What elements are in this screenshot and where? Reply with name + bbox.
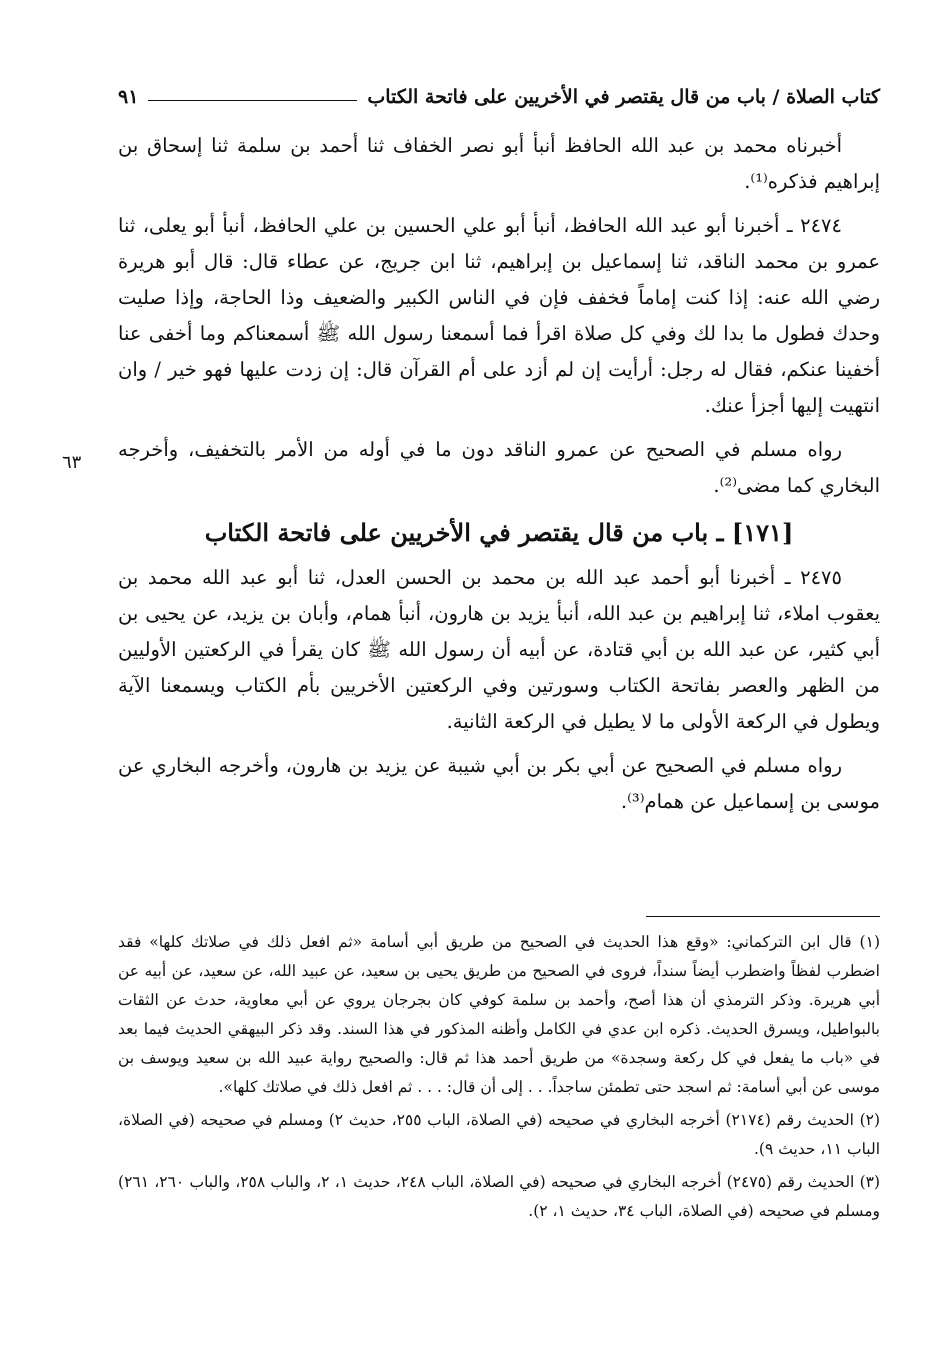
header-title: كتاب الصلاة / باب من قال يقتصر في الأخريين على فاتحة الكتاب xyxy=(367,86,880,108)
footnotes xyxy=(118,928,880,1230)
footnote-1: (١) قال ابن التركماني: «وقع هذا الحديث في الصحيح من طريق أبي أسامة «ثم افعل ذلك في صلاتك كلها» فقد اضطرب لفظاً واضطرب أيضاً سنداً، فروى في الصحيح من طريق يحيى بن سعيد، عن عبيد الله، عن سعيد، عن أبيه عن أبي هريرة. وذكر الترمذي أن هذا أصح، وأحمد بن سلمة كوفي كان بجرجان يروي عن أبي معاوية، حدث عن الثقات بالبواطيل، ويسرق الحديث. ذكره ابن عدي في الكامل وأظنه المذكور في هذا السند. وقد ذكر البيهقي الحديث فيما بعد في «باب ما يفعل في كل ركعة وسجدة» من طريق أحمد هذا ثم قال: والصحيح رواية عبيد الله بن سعيد ويوسف بن موسى عن أبي أسامة: ثم اسجد حتى تطمئن ساجداً. . . إلى أن قال: . . . ثم افعل ذلك في صلاتك كلها». xyxy=(118,933,880,1096)
footnote-3: (٣) الحديث رقم (٢٤٧٥) أخرجه البخاري في صحيحه (في الصلاة، الباب ٢٤٨، حديث ١، ٢، والباب ٢٥٨، والباب ٢٦٠، ٢٦١) ومسلم في صحيحه (في الصلاة، الباب ٣٤، حديث ١، ٢). xyxy=(118,1173,881,1220)
paragraph-takhrij-2475: رواه مسلم في الصحيح عن أبي بكر بن أبي شيبة عن يزيد بن هارون، وأخرجه البخاري عن موسى بن إسماعيل عن همام⁽³⁾. xyxy=(118,754,880,813)
footnote-separator xyxy=(646,916,880,917)
header-rule xyxy=(148,100,357,101)
running-header xyxy=(118,78,880,116)
margin-folio-number: ٦٣ xyxy=(62,452,82,473)
footnote-2: (٢) الحديث رقم (٢١٧٤) أخرجه البخاري في صحيحه (في الصلاة، الباب ٢٥٥، حديث ٢) ومسلم في صحيحه (في الصلاة، الباب ١١، حديث ٩). xyxy=(118,1111,881,1158)
page-number: ٩١ xyxy=(118,86,139,108)
paragraph-continuation: أخبرناه محمد بن عبد الله الحافظ أنبأ أبو نصر الخفاف ثنا أحمد بن سلمة ثنا إسحاق بن إبراهيم فذكره⁽¹⁾. xyxy=(118,134,880,193)
main-text xyxy=(118,128,880,828)
section-heading: [١٧١] ـ باب من قال يقتصر في الأخريين على فاتحة الكتاب xyxy=(204,518,794,547)
paragraph-hadith-2474: ٢٤٧٤ ـ أخبرنا أبو عبد الله الحافظ، أنبأ أبو علي الحسين بن علي الحافظ، أنبأ أبو يعلى، ثنا عمرو بن محمد الناقد، ثنا إسماعيل بن إبراهيم، ثنا ابن جريج، عن عطاء قال: قال أبو هريرة رضي الله عنه: إذا كنت إماماً فخفف فإن في الناس الكبير والضعيف وذا الحاجة، وإذا صليت وحدك فطول ما بدا لك وفي كل صلاة اقرأ فما أسمعنا رسول الله ﷺ أسمعناكم وما أخفى عنا أخفينا عنكم، فقال له رجل: أرأيت إن لم أزد على أم القرآن قال: إن زدت عليها فهو خير / وان انتهيت إليها أجزأ عنك. xyxy=(118,214,880,417)
paragraph-hadith-2475: ٢٤٧٥ ـ أخبرنا أبو أحمد عبد الله بن محمد بن الحسن العدل، ثنا أبو عبد الله محمد بن يعقوب املاء، ثنا إبراهيم بن عبد الله، أنبأ يزيد بن هارون، أنبأ همام، وأبان بن يزيد، عن يحيى بن أبي كثير، عن عبد الله بن أبي قتادة، عن أبيه أن رسول الله ﷺ كان يقرأ في الركعتين الأوليين من الظهر والعصر بفاتحة الكتاب وسورتين وفي الركعتين الأخريين بأم الكتاب ويسمعنا الآية ويطول في الركعة الأولى ما لا يطيل في الركعة الثانية. xyxy=(118,566,880,733)
paragraph-takhrij-2474: رواه مسلم في الصحيح عن عمرو الناقد دون ما في أوله من الأمر بالتخفيف، وأخرجه البخاري كما مضى⁽²⁾. xyxy=(118,438,880,497)
